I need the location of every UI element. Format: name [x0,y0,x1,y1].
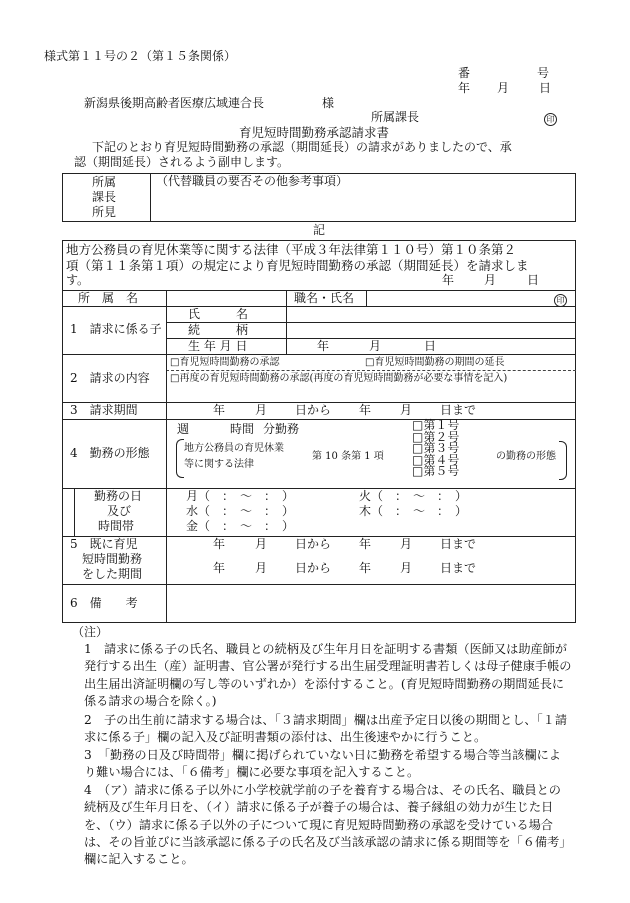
past2-end-year: 年 [359,561,372,575]
request-line-2: 項（第１１条第１項）の規定により育児短時間勤務の承認（期間延長）を請求しま [66,258,529,273]
number-label: 番 [458,66,471,80]
addressee: 新潟県後期高齢者医療広域連合長 [84,96,265,110]
period-start-year: 年 [213,403,226,417]
request-content-label: 2 請求の内容 [70,371,150,385]
past-end-month: 月 [400,537,413,551]
thursday-time[interactable]: 木（ ： ～ ： ） [359,504,468,518]
intro-line-1: 下記のとおり育児短時間勤務の承認（期間延長）の請求がありましたので、承 [92,140,512,154]
past2-start-month: 月 [255,561,268,575]
applicant-seal [554,293,567,307]
days-label-2: 及び [107,504,132,518]
past2-end-month: 月 [400,561,413,575]
note-4: 4 （ア）請求に係る子以外に小学校就学前の子を養育する場合は、その氏名、職員との続柄及び生年月日を、（イ）請求に係る子が養子の場合は、養子縁組の効力が生じた日を、（ウ）請求に係る子以外の子について現に育児短時間勤務の承認を受けている場合は、その旨並びに当該承認に係る子の氏名及び当該承認の請求に係る期間等を「６備考」欄に記入すること。 [84,783,572,867]
law-line-1: 地方公務員の育児休業 [184,443,284,454]
period-end-month: 月 [400,403,413,417]
dept-head-label: 所属課長 [371,110,420,124]
past-start-year: 年 [213,537,226,551]
form-item-4[interactable]: □第４号 [412,452,460,467]
note-1: 1 請求に係る子の氏名、職員との続柄及び生年月日を証明する書類（医師又は助産師が発行する出生（産）証明書、官公署が発行する出生届受理証明書若しくは母子健康手帳の出生届出済証明欄の写し等のいずれか）を添付すること。(育児短時間勤務の期間延長に係る請求の場合を除く。) [84,642,572,708]
article-label: 第 10 条第 1 項 [312,451,384,462]
past2-start-year: 年 [213,561,226,575]
child-relation-label: 続 柄 [188,323,249,337]
friday-time[interactable]: 金（ ： ～ ： ） [186,519,295,533]
note-2: 2 子の出生前に請求する場合は、「３請求期間」欄は出産予定日以後の期間とし、「１請求に係る子」欄の記入及び証明書類の添付は、出生後速やかに行うこと。 [84,713,568,745]
form-number: 様式第１１号の２（第１５条関係） [44,49,237,63]
law-line-2: 等に関する法律 [184,459,254,470]
opinion-label-1: 所属 [92,175,117,189]
days-label-3: 時間帯 [98,519,135,533]
form-item-3[interactable]: □第３号 [412,441,460,455]
past2-until: 日まで [440,561,477,575]
period-start-month: 月 [255,403,268,417]
left-bracket [176,439,184,478]
past-until: 日まで [440,537,477,551]
opinion-label-3: 所見 [92,205,117,219]
note-3: 3 「勤務の日及び時間帯」欄に掲げられていない日に勤務を希望する場合等当該欄により難い場合には、「６備考」欄に必要な事項を記入すること。 [84,748,561,780]
seal-icon: 印 [544,113,557,126]
work-form-suffix: の勤務の形態 [496,451,556,462]
form-item-2[interactable]: □第２号 [412,429,460,444]
seal-icon: 印 [554,294,567,307]
date-year: 年 [458,81,471,95]
period-end-year: 年 [359,403,372,417]
request-line-1: 地方公務員の育児休業等に関する法律（平成３年法律第１１０号）第１０条第２ [66,242,517,257]
notes-heading: （注） [72,625,109,639]
past-period-label-2: 短時間勤務 [82,552,143,566]
past-period-label-3: をした期間 [82,567,143,581]
position-name-label: 職名・氏名 [294,291,355,305]
child-birth-label: 生 年 月 日 [188,339,248,353]
past-end-year: 年 [359,537,372,551]
document-title: 育児短時間勤務承認請求書 [239,125,390,140]
past-from: 日から [295,537,332,551]
child-name-label: 氏 名 [188,307,249,321]
past-start-month: 月 [255,537,268,551]
past2-from: 日から [295,561,332,575]
intro-line-2: 認（期間延長）されるよう副申します。 [74,155,290,169]
request-month: 月 [484,273,497,287]
department-name-label: 所 属 名 [78,291,139,305]
opinion-label-2: 課長 [92,190,117,204]
child-birth-month: 月 [369,339,382,353]
date-day: 日 [539,81,552,95]
form-item-1[interactable]: □第１号 [412,418,460,432]
request-year: 年 [442,273,455,287]
opinion-content-hint[interactable]: （代替職員の要否その他参考事項） [156,174,349,188]
option-reapproval[interactable]: □再度の育児短時間勤務の承認(再度の育児短時間勤務が必要な事情を記入) [170,373,508,384]
child-birth-day: 日 [424,339,437,353]
monday-time[interactable]: 月（ ： ～ ： ） [186,489,295,503]
work-form-items [412,420,459,478]
request-day: 日 [527,273,540,287]
request-period-label: 3 請求期間 [70,403,138,417]
dept-head-seal [544,112,557,126]
work-form-label: 4 勤務の形態 [70,446,150,460]
go-label: 号 [537,66,550,80]
past-period-label-1: 5 既に育児 [70,537,138,551]
child-section-label: 1 請求に係る子 [70,322,162,336]
child-birth-year: 年 [317,339,330,353]
option-approval[interactable]: □育児短時間勤務の承認 [170,357,280,368]
hours-label: 時間 [230,422,255,436]
tuesday-time[interactable]: 火（ ： ～ ： ） [359,489,468,503]
minutes-label: 分勤務 [263,422,300,436]
option-extension[interactable]: □育児短時間勤務の期間の延長 [365,357,505,368]
addressee-honorific: 様 [322,96,335,110]
request-line-3: す。 [66,273,90,287]
days-label-1: 勤務の日 [94,489,143,503]
ki-heading: 記 [313,223,326,237]
period-until: 日まで [440,403,477,417]
week-label: 週 [177,422,190,436]
date-month: 月 [497,81,510,95]
period-from: 日から [295,403,332,417]
form-item-5[interactable]: □第５号 [412,464,460,478]
right-bracket [559,441,567,480]
wednesday-time[interactable]: 水（ ： ～ ： ） [186,504,295,518]
remarks-label: 6 備 考 [70,596,138,610]
